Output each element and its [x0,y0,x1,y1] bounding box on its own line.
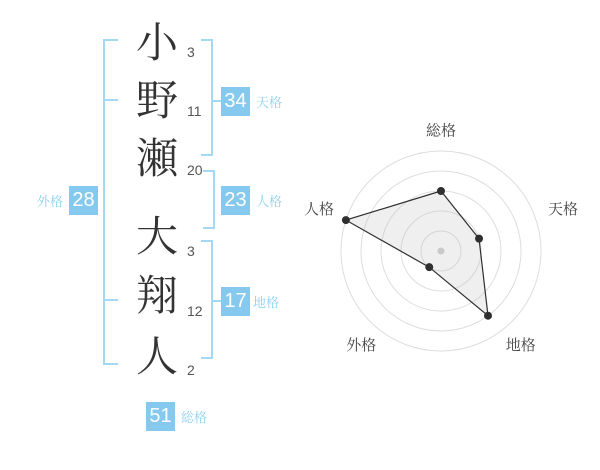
name-char-6: 人 [135,333,178,380]
radar-data-point-4 [342,216,350,224]
radar-axis-label-1: 天格 [548,200,579,218]
stroke-count-2: 11 [187,103,202,119]
tenkaku-bracket-tick-bottom [201,154,213,156]
gaikaku-bracket-line [103,39,105,365]
radar-axis-label-0: 総格 [425,122,457,140]
chikaku-bracket-tick-bottom [201,357,213,359]
tenkaku-label: 天格 [256,95,283,110]
chikaku-value-badge: 17 [221,287,250,316]
radar-data-point-0 [437,187,445,195]
chikaku-bracket-connector [213,300,221,302]
stroke-count-3: 20 [187,162,203,178]
radar-axis-label-2: 地格 [505,337,536,355]
chikaku-label: 地格 [253,295,280,310]
tenkaku-bracket-connector [213,100,221,102]
gaikaku-value-badge: 28 [69,186,98,215]
jinkaku-bracket-line [213,170,215,229]
tenkaku-value-badge: 34 [221,87,250,116]
jinkaku-value-badge: 23 [221,186,250,215]
soukaku-label: 総格 [181,410,208,425]
radar-center-dot [438,248,445,255]
tenkaku-bracket-tick-top [201,39,213,41]
stroke-count-1: 3 [187,44,195,60]
radar-data-point-3 [425,263,433,271]
radar-data-polygon [346,191,488,316]
name-char-4: 大 [135,213,178,260]
jinkaku-bracket-tick-top [203,170,215,172]
radar-data-point-2 [484,312,492,320]
gaikaku-bracket-tick-bottom [103,363,118,365]
gaikaku-bracket-tick-mid2 [103,299,118,301]
name-char-3: 瀬 [135,135,178,182]
stroke-count-5: 12 [187,303,203,319]
chikaku-bracket-tick-top [201,240,213,242]
jinkaku-label: 人格 [256,194,283,209]
soukaku-value-badge: 51 [146,402,175,431]
name-char-2: 野 [135,77,178,124]
radar-axis-label-4: 人格 [303,200,334,218]
stroke-count-4: 3 [187,243,195,259]
gaikaku-label: 外格 [36,194,63,209]
radar-data-point-1 [475,235,483,243]
gaikaku-bracket-tick-mid1 [103,99,118,101]
stroke-count-6: 2 [187,362,195,378]
jinkaku-bracket-tick-bottom [203,227,215,229]
radar-axis-label-3: 外格 [346,337,377,355]
name-char-5: 翔 [135,272,178,319]
name-char-1: 小 [135,19,178,66]
gaikaku-bracket-tick-top [103,39,118,41]
tenkaku-bracket-line [211,39,213,156]
radar-chart [301,111,581,391]
